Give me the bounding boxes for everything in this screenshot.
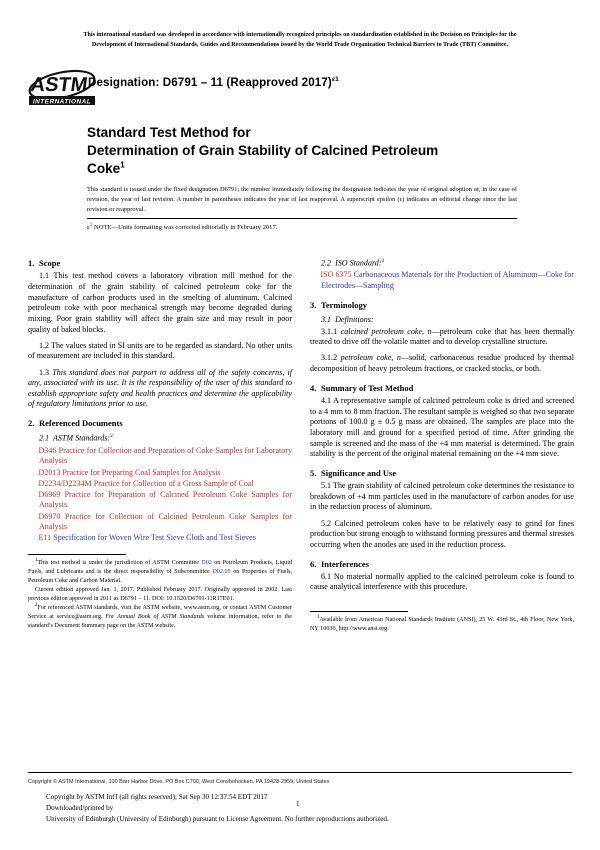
section-number-3: 3. [310,299,317,310]
title-line-3 [87,160,487,178]
footnote-marker-2: 2 [35,603,38,609]
tbt-banner-line2: Development of International Standards, Guides and Recommendations issued by the World Trade Organization Technical Barriers to Trade (TBT) Committee. [91,42,509,49]
subhead-iso-standard [310,258,574,269]
standard-id[interactable]: D2013 [38,467,61,477]
para-text-5-2: Calcined petroleum cokes have to be relatively easy to grind for fines production but strong enough to withstand forming pressures and thermal stresses occurring when the anodes are used in the reduction process. [310,518,574,549]
subhead-footnote-2-1: 2 [110,433,113,440]
designation-number: D6791 – 11 (Reapproved 2017) [162,76,332,89]
para-text-1-1: This test method covers a laboratory vibration mill method for the determination of the grain stability of calcined petroleum coke for the manufacture of carbon products used in the smelting of aluminum. Calcined petroleum coke with poor mechanical strength may become degraded during mixing. Poor grain stability will affect the grain size and may result in poor quality of baked blocks. [28,271,292,334]
para-num-5-1: 5.1 [321,481,332,491]
standard-title[interactable]: Practice for Collection of Calcined Petroleum Coke Samples for Analysis [39,511,292,532]
designation-label: Designation: [88,76,160,89]
list-item[interactable] [28,468,292,479]
paragraph-5-1 [310,481,574,513]
footnote-marker-3: 3 [317,615,320,621]
subcommittee-link-d0205[interactable]: D02.05 [212,569,231,576]
definition-3-1-1 [310,327,574,348]
para-num-6-1: 6.1 [321,571,332,581]
para-text-1-2: The values stated in SI units are to be regarded as standard. No other units of measurement are included in this standard. [28,340,292,361]
subhead-num-3-1: 3.1 [321,314,332,324]
para-num-4-1: 4.1 [321,395,332,405]
svg-text:INTERNATIONAL: INTERNATIONAL [32,98,92,106]
para-num-1-3: 1.3 [39,367,50,377]
footnote-3 [310,615,574,634]
footnote-2-italic: Annual Book of ASTM Standards [117,614,205,621]
paragraph-4-1 [310,396,574,460]
footnote-2-part-2: volume information, refer to the standard’s Document Summary page on the ASTM website. [28,614,292,630]
definition-3-1-2 [310,353,574,374]
list-item[interactable] [28,446,292,467]
title-line-1: Standard Test Method for [87,125,251,140]
standard-id[interactable]: D6969 [38,489,61,499]
license-line-2: Downloaded/printed by [46,803,114,812]
footnotes-left [28,558,292,631]
page-number: 1 [296,800,300,808]
subhead-label-2-1: ASTM Standards: [52,434,111,444]
def-text-3-1-1: —petroleum coke that has been thermally treated to drive off the volatile matter and to develop crystalline structure. [310,326,574,347]
para-text-5-1: The grain stability of calcined petroleum coke determines the resistance to breakdown of +4 mm particles used in the manufacture of carbon anodes for use in the reduction process of aluminum. [310,481,574,512]
epsilon-note-text: NOTE—Units formatting was corrected editorially in February 2017. [93,224,278,232]
def-num-3-1-2: 3.1.2 [321,353,338,363]
footnote-marker-1: 1 [35,558,38,564]
standard-id[interactable]: E11 [38,533,52,543]
para-num-1-2: 1.2 [39,340,50,350]
paragraph-1-2 [28,341,292,362]
paragraph-6-1 [310,572,574,593]
subhead-num-2-2: 2.2 [321,258,332,268]
note-divider [87,218,517,219]
copyright-notice: Copyright © ASTM International, 100 Barr Harbor Drive, PO Box C700, West Conshohocken, PA 19428-2959, United States [28,779,330,785]
license-line-1: Copyright by ASTM Int'l (all rights reserved); Sat Sep 30 12:37:54 EDT 2017 [46,793,268,801]
footnote-2-part-0: For referenced ASTM standards, visit the ASTM website, www.astm.org, or contact ASTM Customer Service at service@astm.org. For [28,605,292,621]
subhead-label-3-1: Definitions: [335,314,374,324]
section-number-5: 5. [310,467,317,478]
page-title [87,124,487,178]
iso-standards-list [310,270,574,291]
list-item[interactable] [28,533,292,544]
standard-title[interactable]: Practice for Preparation of Calcined Petroleum Coke Samples for Analysis [39,489,293,510]
section-title-2: Referenced Documents [39,418,123,429]
def-term-3-1-2: petroleum coke, n [340,353,401,363]
standard-title[interactable]: Specification for Woven Wire Test Sieve Cloth and Test Sieves [53,533,256,543]
para-num-1-1: 1.1 [39,271,50,281]
standard-title[interactable]: Practice for Collection of a Gross Sample of Coal [93,478,254,488]
paragraph-5-2 [310,519,574,551]
standard-id[interactable]: D346 [38,445,57,455]
section-heading-terminology [310,300,574,311]
section-number-4: 4. [310,382,317,393]
standard-id[interactable]: D2234/D2234M [38,478,92,488]
section-number-1: 1. [28,258,35,268]
section-title-3: Terminology [321,299,367,310]
footnote-1-part-4: on Properties of Fuels, Petroleum Coke and Carbon Material. [28,569,292,584]
committee-link-d02[interactable]: D02 [201,560,212,567]
footnote-edition-text: Current edition approved Jan. 1, 2017. Published February 2017. Originally approved in 2002. Last previous edition approved in 2011 as D6791 – 11. DOI: 10.1520/D6791-11R17E01. [28,586,292,602]
subhead-footnote-2-2: 3 [381,258,385,264]
standard-id[interactable]: D6970 [38,511,61,521]
section-heading-significance [310,468,574,479]
section-heading-scope [28,258,292,269]
right-column [310,258,574,634]
section-number-6: 6. [310,558,317,569]
epsilon-note [87,222,517,233]
standard-title[interactable]: Practice for Preparing Coal Samples for Analysis [62,467,221,477]
section-number-2: 2. [28,418,35,429]
footnotes-right [310,615,574,634]
para-text-6-1: No material normally applied to the calcined petroleum coke is found to cause analytical interference with this procedure. [310,571,575,592]
standard-title[interactable]: Carbonaceous Materials for the Production of Aluminum—Coke for Electrodes—Sampling [321,270,574,290]
paragraph-1-3 [28,368,292,411]
para-text-4-1: A representative sample of calcined petroleum coke is dried and screened to a 4 mm to 8 mm fraction. The resultant sample is weighed so that two separate portions of 100.0 g ± 0.5 g mass are obtained. The samples are place into the laboratory mill and ground for a specified period of time. After grinding the sample is screened and the mass of the +4 mm material is determined. The grain stability is the percent of the original material remaining on the +4 mm sieve. [310,395,574,459]
footnote-1-part-2: on Petroleum Products, Liquid Fuels, and Lubricants and is the direct responsibility of Subcommittee [28,560,292,576]
footnote-1 [28,558,292,586]
masthead [26,64,574,114]
def-term-3-1-1: calcined petroleum coke, n [340,326,432,336]
footer-divider [28,772,572,773]
standard-id[interactable]: ISO 6375 [320,270,352,280]
list-item[interactable] [28,479,292,490]
section-heading-summary [310,383,574,394]
license-line-3: University of Edinburgh (University of Edinburgh) pursuant to License Agreement. No further reproductions authorized. [46,814,389,823]
epsilon-note-marker-sup: 1 [89,223,93,228]
fixed-designation-note: This standard is issued under the fixed designation D6791; the number immediately following the designation indicates the year of original adoption or, in the case of revision, the year of last revision. A number in parentheses indicates the year of last reapproval. A superscript epsilon (ε) indicates an editorial change since the last revision or reapproval. [87,186,517,214]
footnote-edition [28,586,292,604]
section-title-5: Significance and Use [321,467,397,478]
footnote-2 [28,603,292,631]
def-num-3-1-1: 3.1.1 [321,326,338,336]
standard-title[interactable]: Practice for Collection and Preparation of Coke Samples for Laboratory Analysis [39,445,292,466]
section-heading-referenced-documents [28,418,292,429]
list-item[interactable] [28,512,292,533]
tbt-banner-line1: This international standard was developed in accordance with internationally recognized principles on standardization established in the Decision on Principles for the [83,32,517,38]
title-footnote-marker: 1 [120,160,125,170]
section-title-4: Summary of Test Method [321,382,414,393]
license-block [46,792,546,825]
designation-epsilon: ε [331,76,336,84]
subhead-num-2-1: 2.1 [39,434,50,444]
subhead-definitions [310,315,574,326]
list-item[interactable] [310,270,574,291]
footnote-divider-right [310,611,408,612]
title-line-2: Determination of Grain Stability of Calcined Petroleum [87,142,439,158]
para-num-5-2: 5.2 [321,518,332,528]
subhead-label-2-2: ISO Standard: [335,258,382,268]
section-heading-interferences [310,559,574,570]
designation-epsilon-sup: 1 [335,76,339,84]
subhead-astm-standards [28,433,292,444]
list-item[interactable] [28,490,292,511]
epsilon-note-marker: ε [87,224,90,232]
left-column [28,258,292,631]
section-title-1: Scope [39,258,61,268]
section-title-6: Interferences [321,558,369,569]
para-text-1-3: This standard does not purport to address all of the safety concerns, if any, associated with its use. It is the responsibility of the user of this standard to establish appropriate safety and health practices and determine the applicability of regulatory limitations prior to use. [28,367,292,409]
designation-line [88,76,339,89]
def-text-3-1-2: —solid, carbonaceous residue produced by thermal decomposition of heavy petroleum fractions, or cracked stocks, or both. [310,353,574,374]
svg-text:ASTM: ASTM [29,74,89,96]
astm-standards-list [28,446,292,544]
paragraph-1-1 [28,271,292,335]
footnote-3-text: Available from American National Standards Institute (ANSI), 25 W. 43rd St., 4th Floor, New York, NY 10036, http://www.ansi.org. [310,617,574,633]
title-line-3-text: Coke [87,160,121,176]
footnote-1-part-0: This test method is under the jurisdiction of ASTM Committee [37,560,202,567]
footnote-divider-left [28,554,126,555]
tbt-banner [30,30,570,50]
